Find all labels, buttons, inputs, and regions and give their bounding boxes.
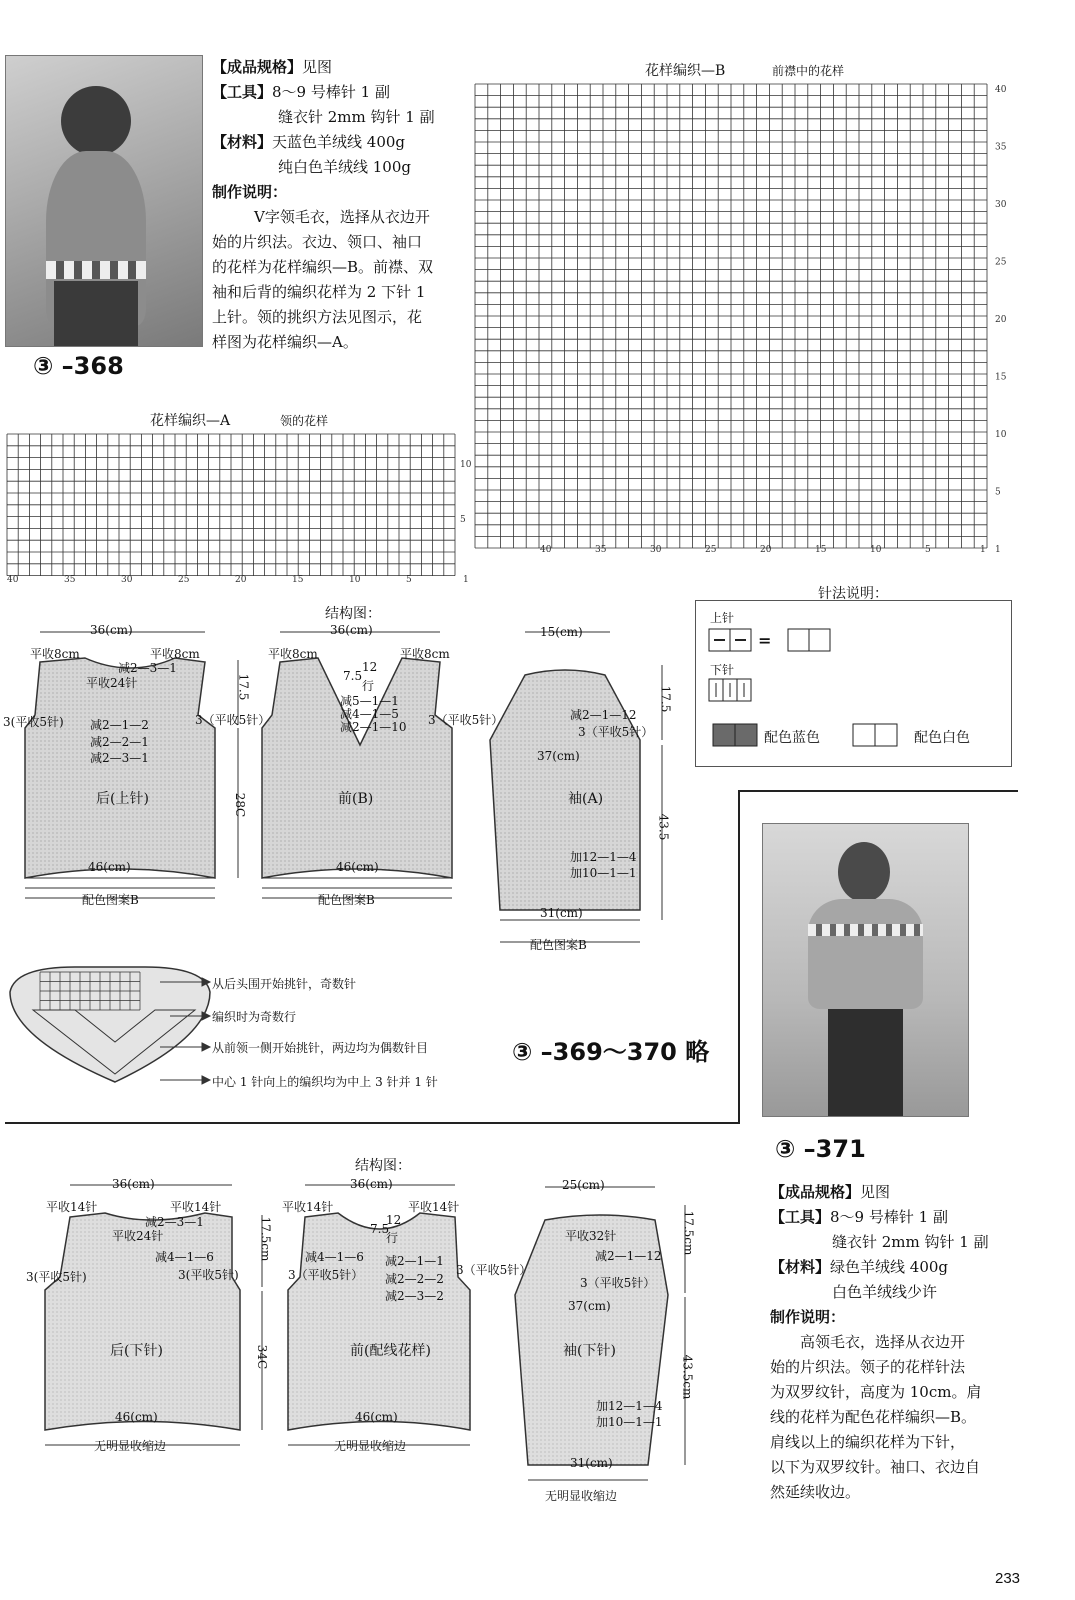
sleeve371-edge: 无明显收缩边: [545, 1489, 618, 1503]
chart-axis-label: 25: [995, 257, 1007, 268]
instruction-line: 肩线以上的编织花样为下针，: [770, 1433, 966, 1451]
chart-axis-label: 15: [292, 575, 304, 585]
front-dec2: 减4—1—5: [340, 707, 399, 721]
chart-axis-label: 5: [460, 515, 466, 525]
front371-name: 前(配线花样): [350, 1343, 431, 1359]
back-height: 28C: [233, 792, 248, 818]
legend-knit-symbol: [708, 625, 848, 655]
sleeve371-height: 43.5cm: [680, 1354, 695, 1400]
chart-axis-label: 40: [7, 575, 19, 585]
front-name: 前(B): [338, 791, 374, 807]
chart-axis-label: 40: [540, 545, 552, 555]
materials-label: 【材料】: [770, 1258, 831, 1276]
tools-line1: 8～9 号棒针 1 副: [272, 83, 390, 101]
legend-box: [695, 600, 1012, 767]
front-dec1: 减5—1—1: [340, 694, 399, 708]
omitted-note: ③ –369～370 略: [512, 1038, 710, 1066]
instruction-line: 线的花样为配色花样编织—B。: [770, 1408, 977, 1426]
sleeve-name: 袖(A): [568, 791, 604, 807]
back-bottom: 46(cm): [88, 860, 131, 874]
back371-bind-right: 平收14针: [170, 1200, 222, 1214]
chart-a-grid: [5, 432, 475, 587]
spec-label: 【成品规格】: [212, 58, 303, 76]
collar-note-1: 从后头围开始挑针，奇数针: [212, 977, 357, 991]
legend-white-label: 配色白色: [914, 730, 970, 746]
back-bind-left: 平收8cm: [30, 647, 80, 661]
back371-armhole: 17.5cm: [258, 1216, 273, 1262]
pattern-368-info: [212, 55, 462, 355]
back-flat: 平收24针: [86, 676, 138, 690]
front371-width-top: 36(cm): [350, 1177, 393, 1191]
tools-line2: 缝衣针 2mm 钩针 1 副: [278, 108, 435, 126]
instruction-line: 袖和后背的编织花样为 2 下针 1: [212, 283, 426, 301]
spec-value: 见图: [302, 58, 333, 76]
back-side-left: 3(平收5针): [3, 715, 64, 729]
sleeve-width-top: 15(cm): [540, 625, 583, 639]
instruction-line: 始的片织法。衣边、领口、袖口: [212, 233, 423, 251]
back371-flat: 平收24针: [112, 1229, 164, 1243]
sleeve371-width-top: 25(cm): [562, 1178, 605, 1192]
front-width-top: 36(cm): [330, 623, 373, 637]
back371-height: 34C: [255, 1344, 270, 1370]
back-side-right: 3（平收5针）: [195, 713, 271, 727]
materials-label: 【材料】: [212, 133, 273, 151]
pattern-id-368: ③ –368: [33, 352, 124, 380]
collar-arrows: [160, 968, 220, 1088]
back371-bottom: 46(cm): [115, 1410, 158, 1424]
tools-line2: 缝衣针 2mm 钩针 1 副: [832, 1233, 989, 1251]
sleeve-dec1: 减2—1—12: [570, 708, 637, 722]
back-edge: 配色图案B: [82, 893, 139, 907]
instruction-line: 始的片织法。领子的花样针法: [770, 1358, 966, 1376]
spec-label: 【成品规格】: [770, 1183, 861, 1201]
instructions-title: 制作说明：: [212, 183, 288, 201]
model-photo-368: [5, 55, 203, 347]
front371-side-left: 3（平收5针）: [288, 1268, 364, 1282]
front371-bottom: 46(cm): [355, 1410, 398, 1424]
back371-edge: 无明显收缩边: [94, 1439, 167, 1453]
struct-371-title: 结构图：: [355, 1158, 411, 1174]
materials-line1: 绿色羊绒线 400g: [830, 1258, 949, 1276]
legend-title: 针法说明：: [818, 586, 888, 602]
front-piece-368: [262, 658, 452, 878]
front371-side-right: 3（平收5针）: [456, 1263, 532, 1277]
back371-side-left: 3(平收5针): [26, 1270, 87, 1284]
instruction-line: 的花样为花样编织—B。前襟、双: [212, 258, 434, 276]
sleeve371-height-top: 17.5cm: [681, 1210, 696, 1256]
front371-dec3: 减2—3—2: [385, 1289, 444, 1303]
front371-edge: 无明显收缩边: [334, 1439, 407, 1453]
front-bottom: 46(cm): [336, 860, 379, 874]
front-v3: 行: [362, 679, 375, 693]
instruction-line: V字领毛衣，选择从衣边开: [254, 208, 430, 226]
chart-axis-label: 30: [121, 575, 133, 585]
chart-a-title: 花样编织—A: [150, 413, 231, 429]
struct-368-title: 结构图：: [325, 606, 381, 622]
sleeve-height: 43.5: [656, 813, 671, 841]
chart-axis-label: 25: [705, 545, 717, 555]
instruction-line: 上针。领的挑织方法见图示，花: [212, 308, 423, 326]
spec-value: 见图: [860, 1183, 891, 1201]
sleeve371-bottom: 31(cm): [570, 1456, 613, 1470]
chart-axis-label: 10: [870, 545, 882, 555]
chart-axis-label: 10: [460, 460, 472, 470]
chart-axis-label: 15: [995, 372, 1007, 383]
chart-b-subtitle: 前襟中的花样: [772, 64, 845, 78]
back371-dec1: 减2—3—1: [145, 1215, 204, 1229]
front371-bind-left: 平收14针: [282, 1200, 334, 1214]
chart-axis-label: 35: [595, 545, 607, 555]
sleeve-inc1: 加12—1—4: [570, 850, 637, 864]
back371-dec2: 减4—1—6: [155, 1250, 214, 1264]
divider-top: [738, 790, 1018, 792]
front-bind-left: 平收8cm: [268, 647, 318, 661]
front-bind-right: 平收8cm: [400, 647, 450, 661]
back371-width-top: 36(cm): [112, 1177, 155, 1191]
legend-white-swatch: [852, 723, 900, 749]
front-side-right: 3（平收5针）: [428, 713, 504, 727]
back-piece-368: [25, 658, 215, 878]
pattern-371-info: [770, 1180, 1040, 1505]
chart-axis-label: 30: [995, 200, 1007, 210]
legend-knit-label: 上针: [710, 611, 735, 625]
front-dec3: 减2—1—10: [340, 720, 407, 734]
back-piece-371: [45, 1213, 240, 1430]
chart-axis-label: 10: [349, 575, 361, 585]
materials-line2: 纯白色羊绒线 100g: [278, 158, 412, 176]
pattern-id-371: ③ –371: [775, 1135, 866, 1163]
instructions-title: 制作说明：: [770, 1308, 846, 1326]
sleeve371-name: 袖(下针): [563, 1343, 616, 1359]
sleeve371-dec2: 3（平收5针）: [580, 1276, 656, 1290]
legend-purl-label: 下针: [710, 663, 735, 677]
back-dec3: 减2—2—1: [90, 735, 149, 749]
sleeve-dec2: 3（平收5针）: [578, 725, 654, 739]
front371-dec2: 减2—2—2: [385, 1272, 444, 1286]
chart-axis-label: 20: [760, 545, 772, 555]
back-bind-right: 平收8cm: [150, 647, 200, 661]
collar-note-3: 从前领一侧开始挑针，两边均为偶数针目: [212, 1041, 429, 1055]
chart-axis-label: 5: [925, 545, 931, 555]
front371-v2: 12: [386, 1213, 402, 1227]
instruction-line: 样图为花样编织—A。: [212, 333, 358, 351]
back-dec4: 减2—3—1: [90, 751, 149, 765]
sleeve371-flat: 平收32针: [565, 1229, 617, 1243]
chart-b-grid: [470, 80, 1030, 560]
legend-equals: =: [758, 631, 772, 650]
back-armhole: 17.5: [236, 673, 251, 701]
front-piece-371: [288, 1213, 470, 1430]
collar-note-4: 中心 1 针向上的编织均为中上 3 针并 1 针: [212, 1075, 438, 1089]
chart-axis-label: 1: [995, 545, 1001, 555]
sleeve-edge: 配色图案B: [530, 938, 587, 952]
chart-axis-label: 20: [235, 575, 247, 585]
chart-axis-label: 30: [650, 545, 662, 555]
back371-side-right: 3(平收5针): [178, 1268, 239, 1282]
instruction-line: 以下为双罗纹针。袖口、衣边自: [770, 1458, 981, 1476]
front371-dec1: 减2—1—1: [385, 1254, 444, 1268]
chart-axis-label: 35: [64, 575, 76, 585]
tools-label: 【工具】: [770, 1208, 831, 1226]
front371-v3: 行: [386, 1231, 399, 1245]
sleeve-width-mid: 37(cm): [537, 749, 580, 763]
front-v1: 7.5: [343, 669, 363, 683]
model-photo-371: [762, 823, 969, 1117]
legend-blue-swatch: [712, 723, 760, 749]
instruction-line: 高领毛衣，选择从衣边开: [800, 1333, 966, 1351]
front-edge: 配色图案B: [318, 893, 375, 907]
back-dec1: 减2—3—1: [118, 661, 177, 675]
collar-note-2: 编织时为奇数行: [212, 1010, 297, 1024]
chart-axis-label: 25: [178, 575, 190, 585]
back-width-top: 36(cm): [90, 623, 133, 637]
page-number: 233: [995, 1570, 1021, 1587]
sleeve371-inc2: 加10—1—1: [596, 1415, 663, 1429]
chart-axis-label: 1: [980, 545, 986, 555]
legend-blue-label: 配色蓝色: [764, 730, 820, 746]
legend-purl-symbol: [708, 677, 758, 705]
tools-label: 【工具】: [212, 83, 273, 101]
back371-bind-left: 平收14针: [46, 1200, 98, 1214]
back-dec2: 减2—1—2: [90, 718, 149, 732]
chart-b-title: 花样编织—B: [645, 63, 726, 79]
sleeve371-dec1: 减2—1—12: [595, 1249, 662, 1263]
front371-dec0: 减4—1—6: [305, 1250, 364, 1264]
sleeve371-width-mid: 37(cm): [568, 1299, 611, 1313]
divider-vertical: [738, 790, 740, 1124]
back371-name: 后(下针): [110, 1343, 163, 1359]
front371-bind-right: 平收14针: [408, 1200, 460, 1214]
materials-line1: 天蓝色羊绒线 400g: [272, 133, 406, 151]
tools-line1: 8～9 号棒针 1 副: [830, 1208, 948, 1226]
front-v2: 12: [362, 660, 378, 674]
front371-v1: 7.5: [370, 1222, 390, 1236]
chart-axis-label: 10: [995, 430, 1007, 440]
chart-axis-label: 20: [995, 315, 1007, 325]
chart-axis-label: 5: [406, 575, 412, 585]
chart-axis-label: 5: [995, 487, 1001, 498]
sleeve371-inc1: 加12—1—4: [596, 1399, 663, 1413]
instruction-line: 为双罗纹针，高度为 10cm。肩: [770, 1383, 982, 1401]
materials-line2: 白色羊绒线少许: [832, 1283, 938, 1301]
sleeve-inc2: 加10—1—1: [570, 866, 637, 880]
chart-a-subtitle: 领的花样: [280, 414, 329, 428]
sleeve-bottom: 31(cm): [540, 906, 583, 920]
chart-axis-label: 1: [463, 575, 469, 585]
chart-axis-label: 35: [995, 142, 1007, 153]
chart-axis-label: 15: [815, 545, 827, 555]
chart-axis-label: 40: [995, 85, 1007, 95]
back-name: 后(上针): [96, 791, 149, 807]
divider-horizontal: [5, 1122, 740, 1124]
instruction-line: 然延续收边。: [770, 1483, 861, 1501]
sleeve-height-top: 17.5: [658, 685, 673, 713]
